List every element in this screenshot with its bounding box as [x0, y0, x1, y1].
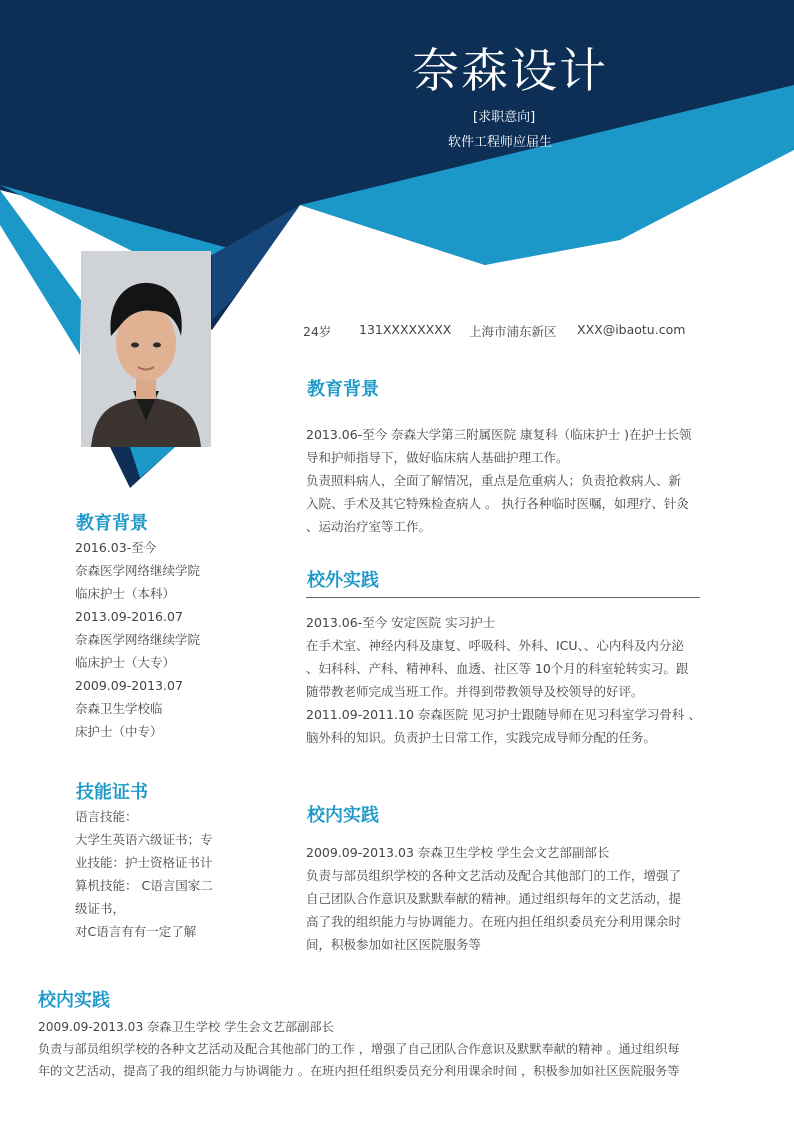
text-line: 语言技能： — [75, 809, 138, 824]
text-line: 奈森医学网络继续学院 — [75, 563, 201, 578]
section-title-external-practice: 校外实践 — [307, 570, 379, 591]
text-line: 导和护师指导下，做好临床病人基础护理工作。 — [306, 450, 569, 465]
text-line: 高了我的组织能力与协调能力。在班内担任组织委员充分利用课余时 — [306, 914, 682, 929]
text-line: 2013.06-至今 奈森大学第三附属医院 康复科（临床护士 )在护士长领 — [306, 427, 692, 442]
left-section-title-education: 教育背景 — [76, 513, 148, 534]
external-practice-details — [306, 611, 701, 749]
job-intent-label: [求职意向] — [473, 110, 536, 125]
text-line: 2009.09-2013.03 奈森卫生学校 学生会文艺部副部长 — [306, 845, 610, 860]
text-line: 大学生英语六级证书；专 — [75, 832, 213, 847]
text-line: 业技能：护士资格证书计 — [75, 855, 213, 870]
left-education-details — [75, 536, 200, 743]
campus-practice-details — [306, 841, 681, 956]
section-title-education: 教育背景 — [307, 379, 379, 400]
text-line: 2009.09-2013.07 — [75, 678, 183, 693]
text-line: 2011.09-2011.10 奈森医院 见习护士跟随导师在见习科室学习骨科 、 — [306, 707, 701, 722]
text-line: 负责与部员组织学校的各种文艺活动及配合其他部门的工作，增强了 — [306, 868, 682, 883]
section-divider — [306, 597, 700, 598]
bottom-section-title-campus-practice: 校内实践 — [38, 990, 110, 1011]
text-line: 在手术室、神经内科及康复、呼吸科、外科、ICU、、心内科及内分泌 — [306, 638, 684, 653]
text-line: 奈森医学网络继续学院 — [75, 632, 201, 647]
text-line: 2013.06-至今 安定医院 实习护士 — [306, 615, 496, 630]
candidate-name: 奈森设计 — [412, 44, 608, 99]
address: 上海市浦东新区 — [469, 324, 557, 339]
text-line: 间，积极参加如社区医院服务等 — [306, 937, 482, 952]
text-line: 算机技能： C语言国家二 — [75, 878, 213, 893]
text-line: 年的文艺活动，提高了我的组织能力与协调能力 。在班内担任组织委员充分利用课余时间 ，积极参加如社区医院服务等 — [38, 1064, 680, 1078]
text-line: 、妇科科、产科、精神科、血透、社区等 10个月的科室轮转实习。跟 — [306, 661, 689, 676]
text-line: 2013.09-2016.07 — [75, 609, 183, 624]
text-line: 2009.09-2013.03 奈森卫生学校 学生会文艺部副部长 — [38, 1020, 334, 1034]
email: XXX@ibaotu.com — [577, 322, 686, 337]
text-line: 脑外科的知识。负责护士日常工作，实践完成导师分配的任务。 — [306, 730, 657, 745]
profile-photo — [81, 251, 211, 447]
skills-details — [75, 805, 213, 943]
text-line: 负责照料病人，全面了解情况，重点是危重病人；负责抢救病人、新 — [306, 473, 682, 488]
text-line: 自己团队合作意识及默默奉献的精神。通过组织每年的文艺活动，提 — [306, 891, 682, 906]
text-line: 床护士（中专） — [75, 724, 163, 739]
left-section-title-skills: 技能证书 — [76, 782, 148, 803]
text-line: 、运动治疗室等工作。 — [306, 519, 432, 534]
text-line: 负责与部员组织学校的各种文艺活动及配合其他部门的工作 ，增强了自己团队合作意识及默默奉献的精神 。通过组织每 — [38, 1042, 680, 1056]
text-line: 随带教老师完成当班工作。并得到带教领导及校领导的好评。 — [306, 684, 644, 699]
section-title-campus-practice: 校内实践 — [307, 805, 379, 826]
age: 24岁 — [303, 324, 332, 339]
bottom-campus-practice-details — [38, 1016, 680, 1082]
text-line: 奈森卫生学校临 — [75, 701, 163, 716]
text-line: 入院、手术及其它特殊检查病人 。 执行各种临时医嘱，如理疗、针灸 — [306, 496, 689, 511]
education-details — [306, 423, 692, 538]
text-line: 对C语言有有一定了解 — [75, 924, 197, 939]
text-line: 级证书， — [75, 901, 126, 916]
text-line: 临床护士（大专） — [75, 655, 176, 670]
text-line: 2016.03-至今 — [75, 540, 157, 555]
phone: 131XXXXXXXX — [359, 322, 452, 337]
text-line: 临床护士（本科） — [75, 586, 176, 601]
job-intent-value: 软件工程师应届生 — [448, 135, 553, 150]
